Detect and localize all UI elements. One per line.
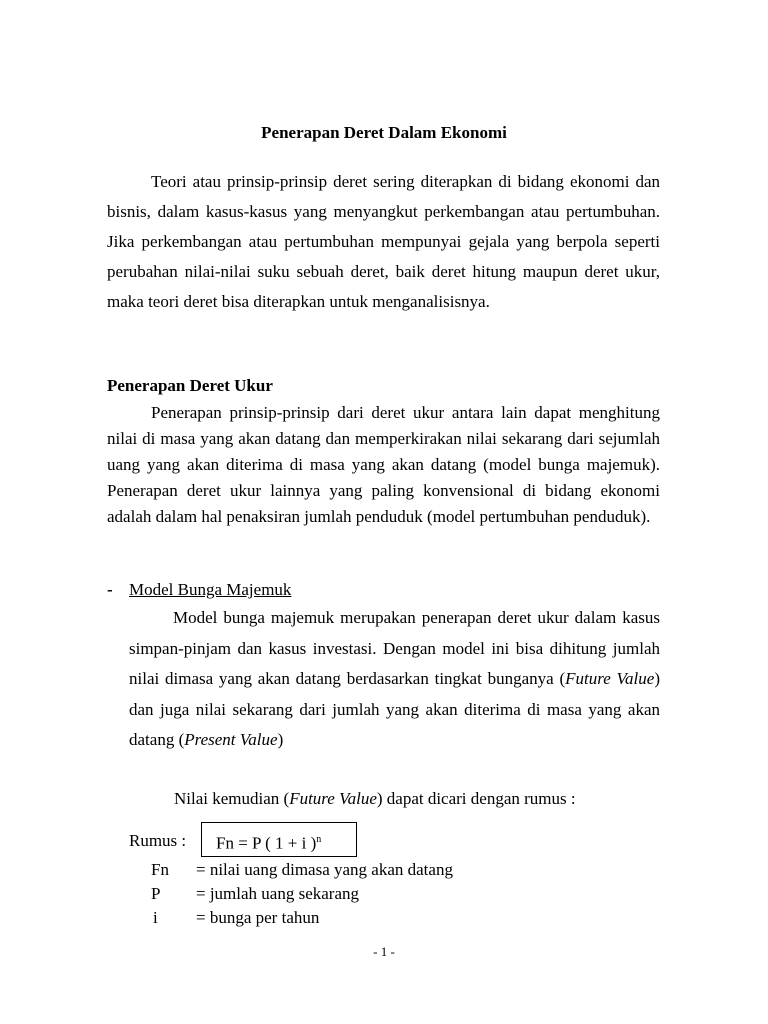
definition-text: = nilai uang dimasa yang akan datang [196,860,453,879]
section-heading: Penerapan Deret Ukur [107,376,273,395]
present-value-term: Present Value [184,730,278,749]
model-text-3: ) [277,730,284,749]
definition-term: Fn [151,860,169,879]
formula-box [201,822,357,857]
future-value-line [174,789,576,809]
subsection-heading: Model Bunga Majemuk [129,580,292,599]
fv-line-text-2: ) dapat dicari dengan rumus : [376,789,576,808]
definition-text: = jumlah uang sekarang [196,884,360,903]
section-paragraph: Penerapan prinsip-prinsip dari deret ukur antara lain dapat menghitung nilai di masa yang akan datang dan memperkirakan nilai sekarang dari sejumlah uang yang akan diterima di masa yang akan datang (model bunga majemuk). Penerapan deret ukur lainnya yang paling konvensional di bidang ekonomi adalah dalam hal penaksiran jumlah penduduk (model pertumbuhan penduduk). [107,403,660,526]
page-number: - 1 - [373,944,395,959]
bullet-dash: - [107,580,113,599]
intro-paragraph: Teori atau prinsip-prinsip deret sering diterapkan di bidang ekonomi dan bisnis, dalam kasus-kasus yang menyangkut perkembangan atau pertumbuhan. Jika perkembangan atau pertumbuhan mempunyai gejala yang berpola seperti perubahan nilai-nilai suku sebuah deret, baik deret hitung maupun deret ukur, maka teori deret bisa diterapkan untuk menganalisisnya. [107,172,660,311]
definition-term: P [151,884,161,903]
future-value-term: Future Value [565,669,655,688]
formula-exponent: n [316,834,322,845]
model-text-1: Model bunga majemuk merupakan penerapan deret ukur dalam kasus simpan-pinjam dan kasus investasi. Dengan model ini bisa dihitung jumlah nilai dimasa yang akan datang berdasarkan tingkat bunganya ( [129,608,660,688]
formula-expression: Fn = P ( 1 + i ) [216,833,317,853]
fv-line-term: Future Value [289,789,377,808]
formula-label: Rumus : [129,831,187,850]
definition-term: i [153,908,158,927]
definition-text: = bunga per tahun [196,908,320,927]
page-title: Penerapan Deret Dalam Ekonomi [261,123,507,142]
fv-line-text-1: Nilai kemudian ( [174,789,290,808]
model-paragraph [129,603,660,756]
model-text-2: ) dan juga nilai sekarang dari jumlah yang akan diterima di masa yang akan datang ( [129,669,660,749]
